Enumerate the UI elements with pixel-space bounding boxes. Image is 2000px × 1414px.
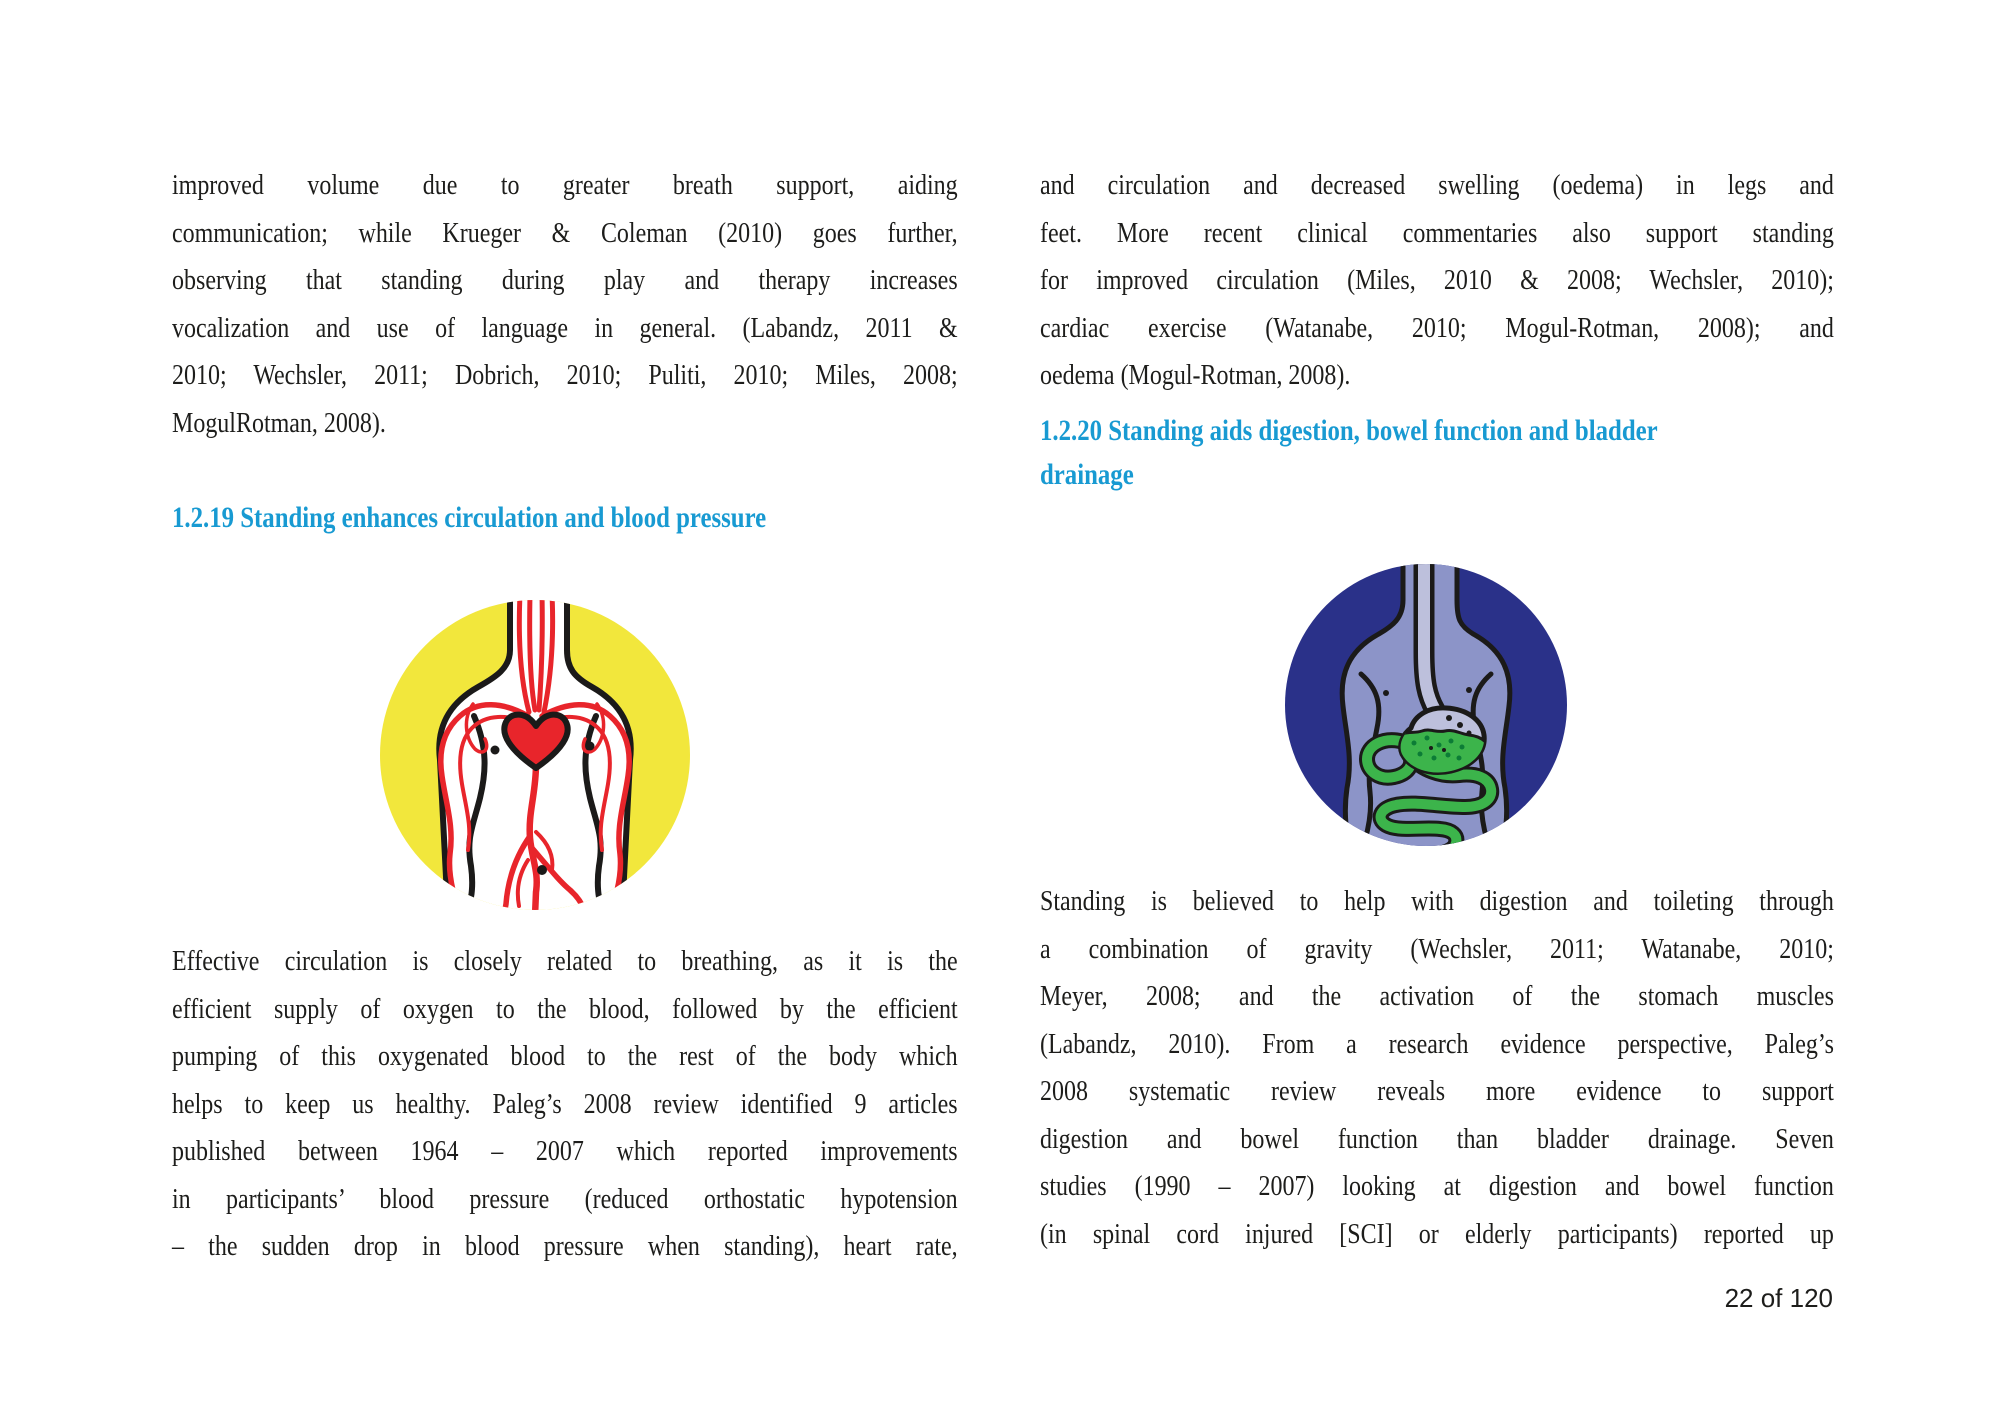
text-line: Meyer, 2008; and the activation of the stomach muscles: [1040, 980, 1834, 1012]
text-line: studies (1990 – 2007) looking at digestion and bowel function: [1040, 1170, 1834, 1202]
text-line: 2010; Wechsler, 2011; Dobrich, 2010; Puliti, 2010; Miles, 2008;: [172, 359, 958, 391]
text-line: helps to keep us healthy. Paleg’s 2008 review identified 9 articles: [172, 1087, 958, 1120]
text-line: communication; while Krueger & Coleman (2010) goes further,: [172, 216, 958, 249]
text-line: in participants’ blood pressure (reduced orthostatic hypotension: [172, 1182, 958, 1215]
paragraph-standing-digestion: [1040, 878, 1834, 1258]
text-line: improved volume due to greater breath support, aiding: [172, 169, 958, 201]
text-line: oedema (Mogul-Rotman, 2008).: [1040, 359, 1351, 391]
text-line: (in spinal cord injured [SCI] or elderly participants) reported up: [1040, 1217, 1834, 1250]
text-line: feet. More recent clinical commentaries also support standing: [1040, 216, 1834, 249]
section-heading-1-2-20: [1040, 409, 1834, 497]
paragraph-effective-circulation: [172, 938, 958, 1271]
text-line: a combination of gravity (Wechsler, 2011; Watanabe, 2010;: [1040, 932, 1834, 965]
text-line: observing that standing during play and therapy increases: [172, 264, 958, 296]
text-line: Standing is believed to help with digestion and toileting through: [1040, 885, 1834, 917]
text-line: Effective circulation is closely related to breathing, as it is the: [172, 945, 958, 977]
text-line: – the sudden drop in blood pressure when standing), heart rate,: [172, 1230, 958, 1262]
text-line: efficient supply of oxygen to the blood, followed by the efficient: [172, 992, 958, 1025]
text-line: for improved circulation (Miles, 2010 & 2008; Wechsler, 2010);: [1040, 264, 1834, 296]
paragraph-speech-communication: [172, 162, 958, 447]
text-line: cardiac exercise (Watanabe, 2010; Mogul-Rotman, 2008); and: [1040, 311, 1834, 344]
text-line: MogulRotman, 2008).: [172, 406, 386, 439]
text-line: digestion and bowel function than bladder drainage. Seven: [1040, 1122, 1834, 1155]
text-line: vocalization and use of language in general. (Labandz, 2011 &: [172, 311, 958, 344]
text-line: 1.2.19 Standing enhances circulation and blood pressure: [172, 501, 767, 534]
text-line: published between 1964 – 2007 which reported improvements: [172, 1135, 958, 1167]
text-line: and circulation and decreased swelling (oedema) in legs and: [1040, 169, 1834, 201]
text-line: pumping of this oxygenated blood to the rest of the body which: [172, 1040, 958, 1072]
text-line: (Labandz, 2010). From a research evidence perspective, Paleg’s: [1040, 1027, 1834, 1060]
page-number: 22 of 120: [1724, 1283, 1833, 1313]
text-line: drainage: [1040, 458, 1134, 491]
digestion-illustration: [1283, 562, 1569, 848]
text-line: 2008 systematic review reveals more evidence to support: [1040, 1075, 1834, 1107]
text-line: 1.2.20 Standing aids digestion, bowel function and bladder: [1040, 414, 1658, 447]
section-heading-1-2-19: [172, 496, 958, 540]
paragraph-circulation-oedema: [1040, 162, 1834, 400]
circulation-illustration: [378, 598, 692, 912]
